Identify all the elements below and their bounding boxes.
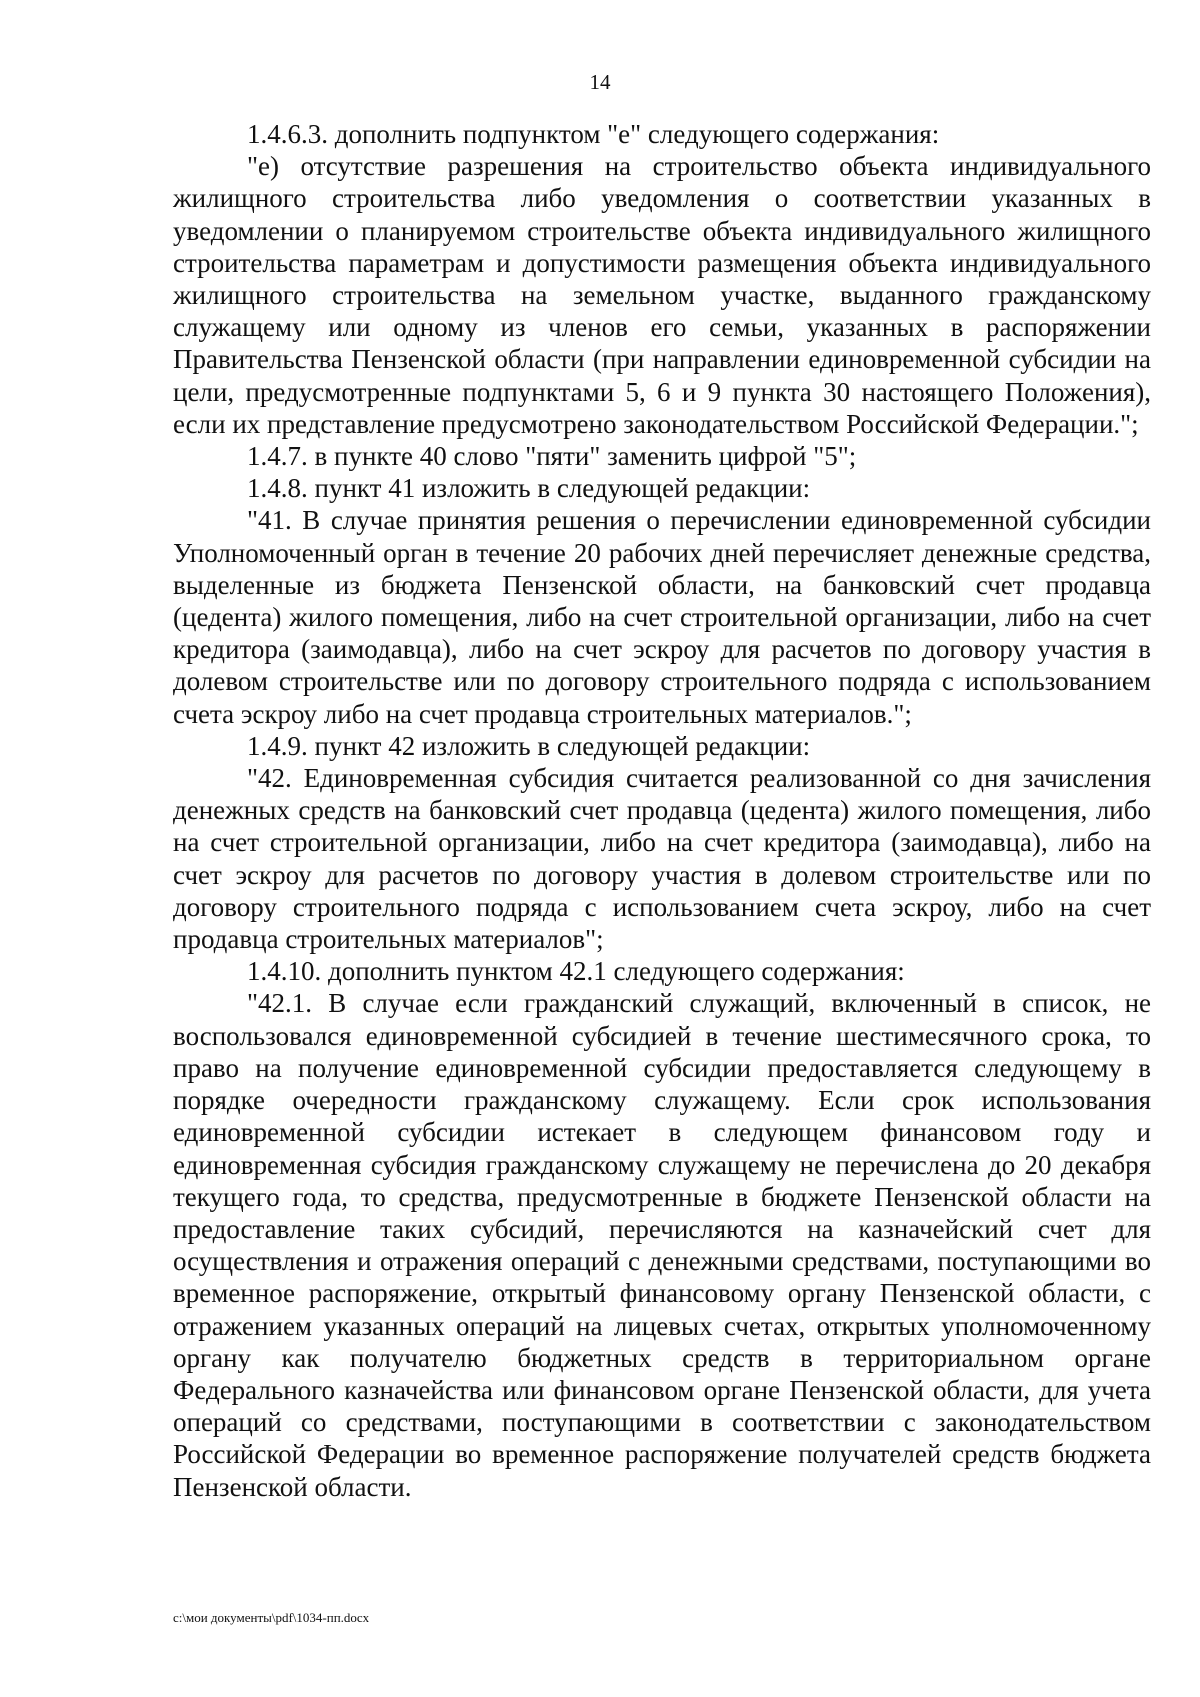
- document-body: [173, 118, 1151, 1503]
- paragraph-1-4-8: 1.4.8. пункт 41 изложить в следующей редакции:: [247, 473, 811, 504]
- paragraph-item-42-1: "42.1. В случае если гражданский служащий, включенный в список, не воспользовался единовременной субсидией в течение шестимесячного срока, то право на получение единовременной субсидии предоставляется следующему в порядке очередности гражданскому служащему. Если срок использования единовременной субсидии истекает в следующем финансовом году и единовременная субсидия гражданскому служащему не перечислена до 20 декабря текущего года, то средства, предусмотренные в бюджете Пензенской области на предоставление таких субсидий, перечисляются на казначейский счет для осуществления и отражения операций с денежными средствами, поступающими во временное распоряжение, открытый финансовому органу Пензенской области, с отражением указанных операций на лицевых счетах, открытых уполномоченному органу как получателю бюджетных средств в территориальном органе Федерального казначейства или финансовом органе Пензенской области, для учета операций со средствами, поступающими в соответствии с законодательством Российской Федерации во временное распоряжение получателей средств бюджета Пензенской области.: [173, 988, 1151, 1502]
- paragraph-1-4-7: 1.4.7. в пункте 40 слово "пяти" заменить цифрой "5";: [247, 441, 857, 472]
- paragraph-item-41: "41. В случае принятия решения о перечислении единовременной субсидии Уполномоченный орган в течение 20 рабочих дней перечисляет денежные средства, выделенные из бюджета Пензенской области, на банковский счет продавца (цедента) жилого помещения, либо на счет строительной организации, либо на счет кредитора (заимодавца), либо на счет эскроу для расчетов по договору участия в долевом строительстве или по договору строительного подряда с использованием счета эскроу либо на счет продавца строительных материалов.";: [173, 505, 1151, 729]
- paragraph-1-4-10: 1.4.10. дополнить пунктом 42.1 следующего содержания:: [247, 956, 905, 987]
- paragraph-1-4-9: 1.4.9. пункт 42 изложить в следующей редакции:: [247, 730, 811, 761]
- page-number: 14: [589, 70, 611, 94]
- paragraph-subitem-e: "е) отсутствие разрешения на строительство объекта индивидуального жилищного строительства либо уведомления о соответствии указанных в уведомлении о планируемом строительстве объекта индивидуального жилищного строительства параметрам и допустимости размещения объекта индивидуального жилищного строительства на земельном участке, выданного гражданскому служащему или одному из членов его семьи, указанных в распоряжении Правительства Пензенской области (при направлении единовременной субсидии на цели, предусмотренные подпунктами 5, 6 и 9 пункта 30 настоящего Положения), если их представление предусмотрено законодательством Российской Федерации.";: [173, 151, 1151, 439]
- paragraph-item-42: "42. Единовременная субсидия считается реализованной со дня зачисления денежных средств на банковский счет продавца (цедента) жилого помещения, либо на счет строительной организации, либо на счет кредитора (заимодавца), либо на счет эскроу для расчетов по договору участия в долевом строительстве или по договору строительного подряда с использованием счета эскроу, либо на счет продавца строительных материалов";: [173, 763, 1151, 955]
- paragraph-1-4-6-3: 1.4.6.3. дополнить подпунктом "е" следующего содержания:: [247, 119, 940, 149]
- file-path-footer: c:\мои документы\pdf\1034-пп.docx: [173, 1610, 370, 1625]
